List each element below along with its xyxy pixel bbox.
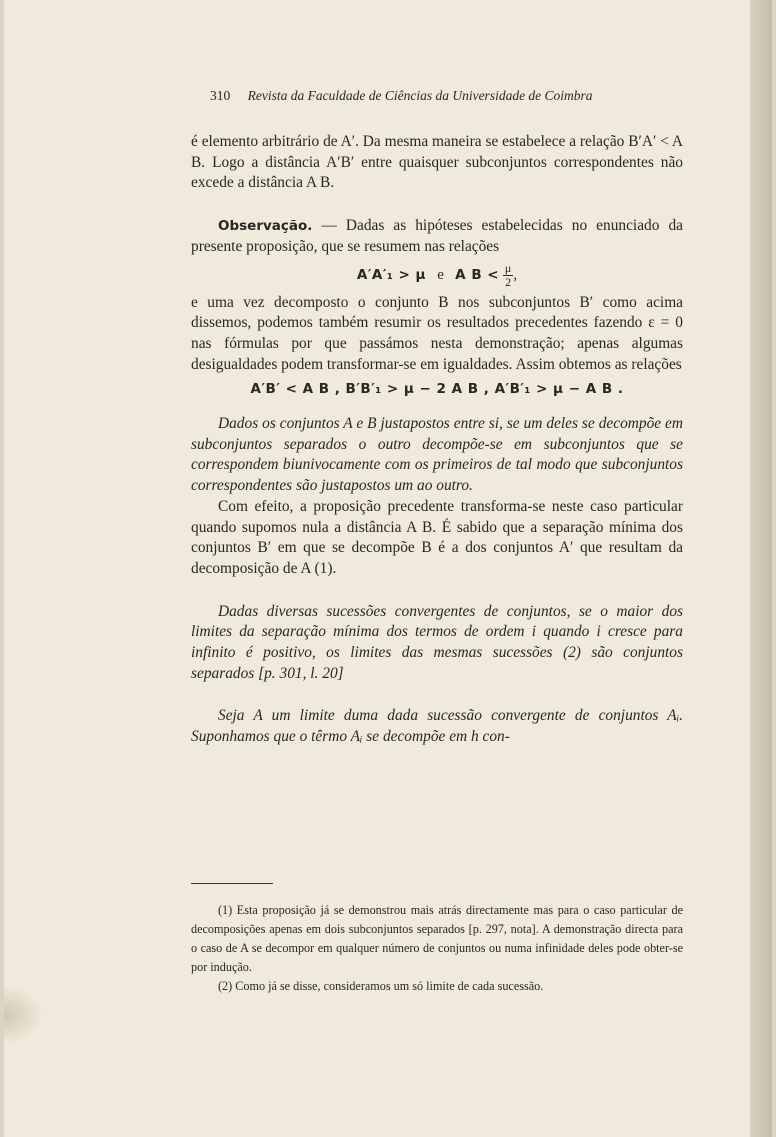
- paragraph-3: e uma vez decomposto o conjunto B nos subconjuntos B′ como acima dissemos, podemos também resumir os resultados precedentes fazendo ε = 0 nas fórmulas por que passámos nesta demonstração; apenas algumas desigualdades podem transformar-se em igualdades. Assim obtemos as relações: [191, 293, 683, 373]
- formula-2: [191, 375, 683, 404]
- formula-1: [191, 258, 683, 293]
- formula-1-left: A′A′₁ > μ: [356, 266, 426, 283]
- page-sheet: [4, 0, 750, 1137]
- paragraph-1: é elemento arbitrário de A′. Da mesma maneira se estabelece a relação B′A′ < A B. Logo a distância A′B′ entre quaisquer subconjuntos correspondentes não excede a distância A B.: [191, 133, 683, 192]
- proposition-1: Dados os conjuntos A e B justapostos entre si, se um deles se decompõe em subconjuntos separados o outro decompõe-se em subconjuntos que se correspondem biunivocamente com os primeiros de tal modo que subconjuntos correspondentes são justapostos um ao outro.: [191, 415, 683, 495]
- paragraph-observacao: [191, 216, 683, 257]
- formula-1-right: A B <: [455, 266, 500, 283]
- footnote-rule: [191, 883, 273, 884]
- paragraph-5: Com efeito, a proposição precedente transforma-se neste caso particular quando supomos nula a distância A B. É sabido que a separação mínima dos conjuntos B′ em que se decompõe B é a dos conjuntos A′ que resultam da decomposição de A (1).: [191, 497, 683, 577]
- formula-1-sep: e: [437, 266, 444, 283]
- formula-1-fraction: [503, 262, 513, 289]
- page-number: 310: [210, 88, 231, 103]
- observacao-label: Observação.: [218, 218, 313, 235]
- formula-1-end: ,: [513, 266, 518, 283]
- running-header: [210, 88, 670, 104]
- fraction-numerator: μ: [504, 260, 512, 275]
- fraction-denominator: 2: [505, 274, 512, 289]
- paragraph-7: Seja A um limite duma dada sucessão convergente de conjuntos Aᵢ. Suponhamos que o têrmo Aᵢ se decompõe em h con-: [191, 707, 683, 746]
- footnotes: [191, 901, 683, 996]
- footnote-2: (2) Como já se disse, consideramos um só limite de cada sucessão.: [218, 979, 544, 993]
- formula-2-text: A′B′ < A B , B′B′₁ > μ − 2 A B , A′B′₁ > μ − A B .: [250, 381, 624, 398]
- page-edge-shadow: [4, 985, 44, 1045]
- observacao-text: — Dadas as hipóteses estabelecidas no enunciado da presente proposição, que se resumem nas relações: [191, 217, 683, 255]
- body-text: [191, 132, 683, 748]
- journal-title: Revista da Faculdade de Ciências da Universidade de Coimbra: [247, 88, 593, 103]
- footnote-1: (1) Esta proposição já se demonstrou mais atrás directamente mas para o caso particular de decomposições apenas em dois subconjuntos separados [p. 297, nota]. A demonstração directa para o caso de A se decompor em qualquer número de conjuntos ou numa infinidade deles pode obter-se por indução.: [191, 903, 683, 974]
- proposition-2: Dadas diversas sucessões convergentes de conjuntos, se o maior dos limites da separação mínima dos termos de ordem i quando i cresce para infinito é positivo, os limites das mesmas sucessões (2) são conjuntos separados [p. 301, l. 20]: [191, 602, 683, 682]
